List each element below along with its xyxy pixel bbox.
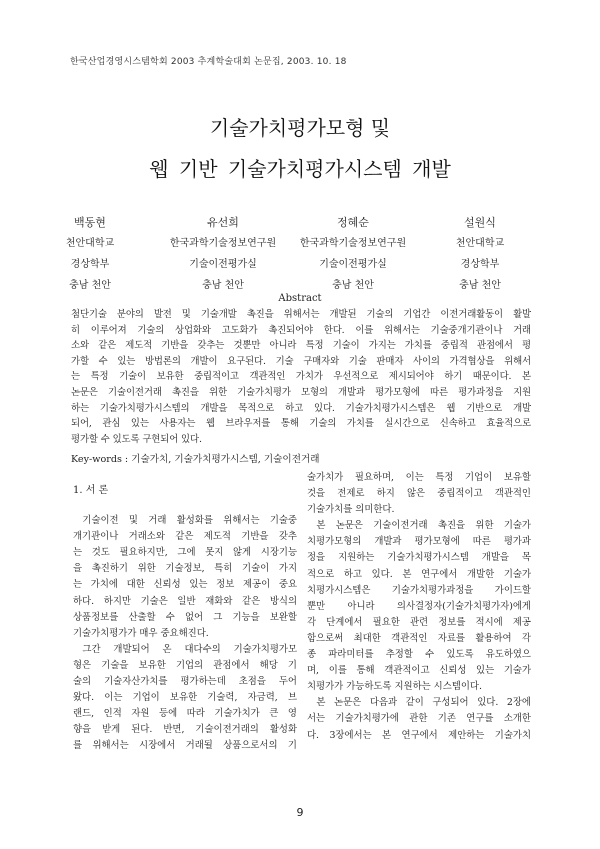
body-line: 기술가치를 의미한다. [307, 504, 395, 516]
body-column-left [73, 483, 297, 755]
author-name: 정혜순 [337, 216, 369, 229]
body-line: 종 파라미터를 추정할 수 있도록 유도하였으 [307, 649, 531, 661]
author [20, 212, 160, 296]
author-block [40, 212, 560, 291]
author-affiliation: 한국과학기술정보연구원 [299, 238, 407, 249]
body-line: 술의 기술자산가치를 평가하는데 초점을 두어 [73, 676, 297, 688]
abstract-line: 히 이루어져 기술의 상업화와 고도화가 촉진되어야 한다. 이를 위해서는 기술중개기관이나 거래 [71, 324, 531, 336]
body-line: 각 단계에서 필요한 관련 정보를 적시에 제공 [307, 616, 531, 628]
body-line: 형은 기술을 보유한 기업의 관점에서 해당 기 [73, 659, 297, 671]
abstract-line: 는 특정 기술이 보유한 중립적이고 객관적인 가치가 우선적으로 제시되어야 하기 때문이다. 본 [71, 371, 531, 383]
body-line: 뿐만 아니라 의사결정자(기술가치평가자)에게 [307, 600, 531, 612]
author-affiliation: 천안대학교 [65, 238, 115, 249]
body-line: 향을 받게 된다. 반면, 기술이전거래의 활성화 [73, 724, 297, 736]
abstract-body [71, 307, 531, 447]
body-line: 왔다. 이는 기업이 보유한 기술력, 자금력, 브 [73, 692, 297, 704]
author [153, 212, 293, 296]
body-line: 며, 이를 통해 객관적이고 신뢰성 있는 기술가 [307, 665, 531, 677]
author-affiliation: 한국과학기술정보연구원 [169, 238, 277, 249]
body-line: 치평가모형의 개발과 평가모형에 따른 평가과 [307, 536, 531, 548]
body-line: 치평가가 가능하도록 지원하는 시스템이다. [307, 681, 482, 693]
body-line: 는 것도 필요하지만, 그에 못지 않게 시장기능 [73, 547, 297, 559]
body-line: 술가치가 필요하며, 이는 특정 기업이 보유할 [307, 472, 531, 483]
abstract-line: 평가할 수 있도록 구현되어 있다. [71, 433, 202, 445]
paper-title-line1: 기술가치평가모형 및 [209, 116, 391, 140]
body-line: 를 위해서는 시장에서 거래될 상품으로서의 기 [73, 740, 297, 752]
abstract-line: 되어, 관심 있는 사용자는 웹 브라우저를 통해 기술의 가치를 실시간으로 신속하고 효율적으로 [71, 418, 531, 430]
author-location: 충남 천안 [332, 280, 374, 291]
body-line: 기술이전 및 거래 활성화를 위해서는 기술중 [82, 515, 297, 527]
author-name: 설원식 [464, 216, 496, 229]
abstract-heading: Abstract [278, 293, 322, 304]
author-location: 충남 천안 [69, 280, 111, 291]
body-line: 개기관이나 거래소와 같은 제도적 기반을 갖추 [73, 531, 297, 543]
body-line: 정을 지원하는 기술가치평가시스템 개발을 목 [307, 552, 531, 564]
running-header: 한국산업경영시스템학회 2003 추계학술대회 논문집, 2003. 10. 18 [70, 57, 347, 67]
author-department: 경상학부 [460, 259, 500, 270]
page-number: 9 [296, 806, 304, 819]
body-column-right [307, 470, 531, 744]
body-line: 하다. 하지만 기술은 일반 재화와 같은 방식의 [73, 595, 297, 607]
body-line: 함으로써 최대한 객관적인 자료를 활용하여 각 [307, 632, 531, 644]
author-location: 충남 천안 [202, 280, 244, 291]
abstract-line: 가할 수 있는 방법론의 개발이 요구된다. 기술 구매자와 기술 판매자 사이의 가격협상을 위해서 [71, 355, 531, 367]
body-line: 다. 3장에서는 본 연구에서 제안하는 기술가치 [307, 729, 531, 741]
author-name: 유선희 [207, 216, 239, 229]
author [410, 212, 550, 296]
body-line: 상품정보를 산출할 수 없어 그 기능을 보완할 [73, 611, 297, 623]
section-heading: 1. 서 론 [73, 485, 109, 496]
author-name: 백동현 [74, 216, 106, 229]
body-line: 는 가치에 대한 신뢰성 있는 정보 제공이 중요 [73, 579, 297, 591]
body-line: 서는 기술가치평가에 관한 기존 연구를 소개한 [307, 713, 531, 725]
abstract-line: 하는 기술가치평가시스템의 개발을 목적으로 하고 있다. 기술가치평가시스템은 웹 기반으로 개발 [71, 402, 531, 414]
body-line: 본 논문은 기술이전거래 촉진을 위한 기술가 [316, 520, 531, 532]
author-department: 경상학부 [70, 259, 110, 270]
body-line: 기술가치평가가 매우 중요해진다. [73, 627, 209, 639]
author-department: 기술이전평가실 [189, 259, 257, 270]
body-line: 치평가시스템은 기술가치평가과정을 가이드할 [307, 584, 531, 596]
body-line: 본 논문은 다음과 같이 구성되어 있다. 2장에 [316, 697, 531, 709]
body-line: 랜드, 인적 자원 등에 따라 기술가치가 큰 영 [73, 708, 297, 720]
abstract-line: 논문은 기술이전거래 촉진을 위한 기술가치평가 모형의 개발과 평가모형에 따른 평가과정을 지원 [71, 386, 531, 398]
body-line: 것을 전제로 하지 않은 중립적이고 객관적인 [307, 488, 531, 500]
body-line: 그간 개발되어 온 대다수의 기술가치평가모 [82, 643, 297, 655]
body-line: 적으로 하고 있다. 본 연구에서 개발한 기술가 [307, 568, 531, 580]
abstract-line: 첨단기술 분야의 발전 및 기술개발 촉진을 위해서는 개발된 기술의 기업간 이전거래활동이 활발 [71, 309, 531, 320]
abstract-line: 소와 같은 제도적 기반을 갖추는 것뿐만 아니라 특정 기술이 가지는 가치를 중립적 관점에서 평 [71, 340, 531, 352]
author [283, 212, 423, 296]
body-line: 을 촉진하기 위한 기술정보, 특히 기술이 가지 [73, 563, 297, 575]
author-department: 기술이전평가실 [319, 259, 387, 270]
keywords: Key-words : 기술가치, 기술가치평가시스템, 기술이전거래 [71, 454, 320, 465]
author-location: 충남 천안 [459, 280, 501, 291]
author-affiliation: 천안대학교 [455, 238, 505, 249]
paper-title-line2: 웹 기반 기술가치평가시스템 개발 [149, 157, 451, 181]
